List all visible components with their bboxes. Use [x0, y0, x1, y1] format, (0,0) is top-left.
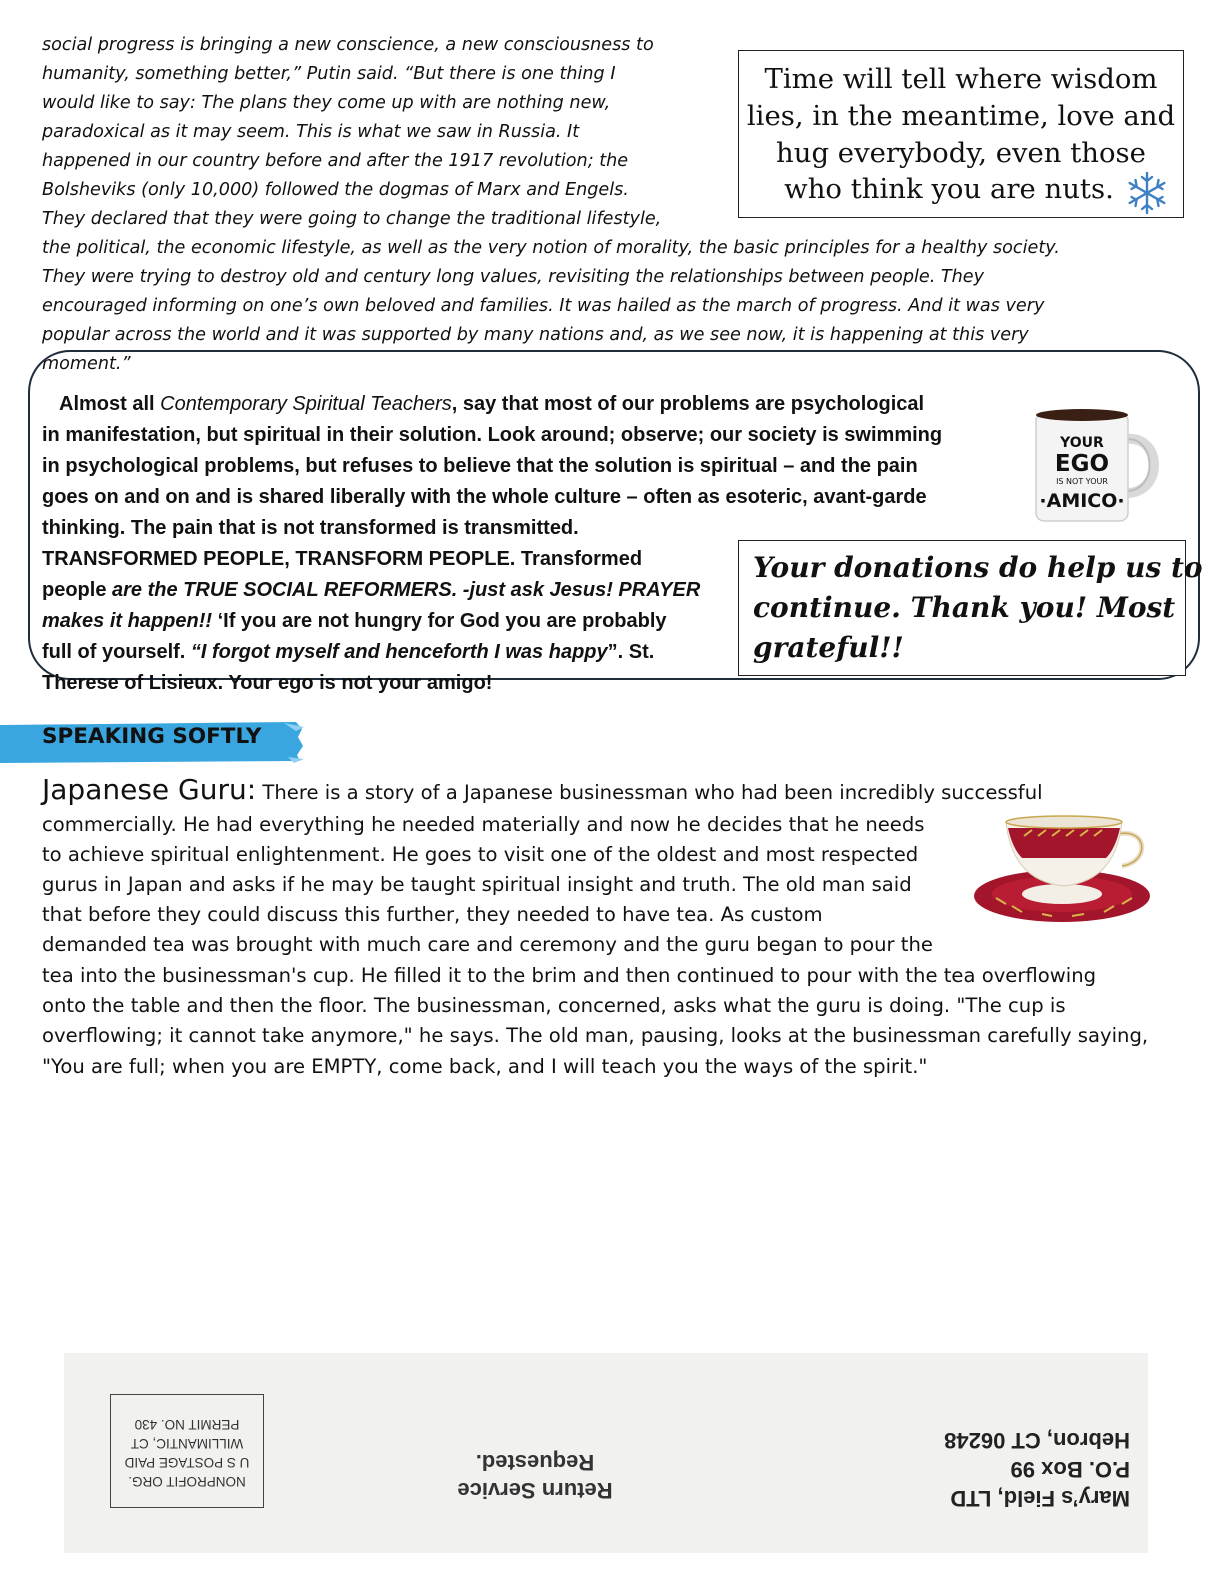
teachers-text: ‘If you are not hungry for God you are probably — [212, 610, 667, 632]
teachers-line: Therese of Lisieux. Your ego is not your amigo! — [42, 672, 493, 694]
postage-permit-box — [110, 1394, 264, 1508]
teachers-text: , say that most of our problems are psychological — [451, 393, 925, 415]
permit-line: U S POSTAGE PAID — [124, 1455, 250, 1470]
teachers-line: goes on and on and is shared liberally with the whole culture – often as esoteric, avant-garde — [42, 486, 927, 508]
teacup-image — [972, 808, 1154, 926]
story-line: to achieve spiritual enlightenment. He goes to visit one of the oldest and most respected — [42, 843, 919, 866]
teachers-text: full of yourself. — [42, 641, 191, 663]
quote-line: paradoxical as it may seem. This is what we saw in Russia. It — [42, 122, 580, 142]
story-line: onto the table and then the floor. The businessman, concerned, asks what the guru is doing. "The cup is — [42, 994, 1066, 1017]
teachers-emphasis: Contemporary Spiritual Teachers — [160, 393, 452, 415]
quote-line: humanity, something better,” Putin said. “But there is one thing I — [42, 64, 616, 84]
quote-line: popular across the world and it was supported by many nations and, as we see now, it is happening at this very — [42, 325, 1029, 345]
quote-line: encouraged informing on one’s own beloved and families. It was hailed as the march of progress. And it was very — [42, 296, 1045, 316]
story-line: tea into the businessman's cup. He filled it to the brim and then continued to pour with the tea overflowing — [42, 964, 1097, 987]
donations-line: continue. Thank you! Most — [753, 591, 1176, 624]
story-line: that before they could discuss this further, they needed to have tea. As custom — [42, 903, 823, 926]
story-line: overflowing; it cannot take anymore," he says. The old man, pausing, looks at the businessman carefully saying, — [42, 1024, 1149, 1047]
teachers-line — [59, 389, 924, 419]
quote-line: They were trying to destroy old and century long values, revisiting the relationships between people. They — [42, 267, 985, 287]
section-title: SPEAKING SOFTLY — [42, 724, 262, 749]
teachers-emphasis: makes it happen!! — [42, 610, 213, 632]
wisdom-line: who think you are nuts. — [784, 173, 1114, 205]
teachers-line: in psychological problems, but refuses to believe that the solution is spiritual – and the pain — [42, 455, 918, 477]
quote-line: Bolsheviks (only 10,000) followed the dogmas of Marx and Engels. — [42, 180, 629, 200]
story-lead: Japanese Guru: — [42, 773, 257, 806]
teachers-quote: “I forgot myself and henceforth I was happy — [190, 641, 608, 663]
story-line: "You are full; when you are EMPTY, come back, and I will teach you the ways of the spirit." — [42, 1055, 928, 1078]
address-line: P.O. Box 99 — [1010, 1457, 1130, 1482]
teachers-text: people — [42, 579, 113, 601]
address-line: Hebron, CT 06248 — [944, 1428, 1130, 1453]
return-service-notice — [420, 1440, 650, 1504]
wisdom-line: Time will tell where wisdom — [764, 63, 1158, 95]
teachers-line — [42, 637, 654, 667]
quote-line: happened in our country before and after the 1917 revolution; the — [42, 151, 629, 171]
teachers-text: ”. St. — [607, 641, 655, 663]
teachers-line: TRANSFORMED PEOPLE, TRANSFORM PEOPLE. Transformed — [42, 548, 643, 570]
mug-text: EGO — [1054, 451, 1110, 477]
teachers-line — [42, 575, 700, 605]
teachers-line: in manifestation, but spiritual in their solution. Look around; observe; our society is swimming — [42, 424, 943, 446]
permit-line: PERMIT NO. 430 — [134, 1417, 240, 1432]
story-line: gurus in Japan and asks if he may be taught spiritual insight and truth. The old man said — [42, 873, 912, 896]
donations-box — [738, 540, 1203, 676]
address-line: Mary’s Field, LTD — [950, 1486, 1130, 1511]
teachers-emphasis: are the TRUE SOCIAL REFORMERS. -just ask Jesus! PRAYER — [112, 579, 701, 601]
wisdom-line: hug everybody, even those — [776, 137, 1146, 169]
quote-line: the political, the economic lifestyle, as well as the very notion of morality, the basic principles for a healthy society. — [42, 238, 1060, 258]
mug-text: ·AMICO· — [1039, 490, 1125, 512]
return-line: Requested. — [475, 1450, 595, 1475]
teachers-text: Almost all — [59, 393, 161, 415]
teachers-line: thinking. The pain that is not transformed is transmitted. — [42, 517, 579, 539]
story-text: There is a story of a Japanese businessman who had been incredibly successful — [256, 781, 1043, 804]
snowflake-icon — [1123, 169, 1171, 217]
wisdom-line: lies, in the meantime, love and — [746, 100, 1176, 132]
story-first-line — [42, 773, 1043, 810]
quote-line: They declared that they were going to change the traditional lifestyle, — [42, 209, 662, 229]
mug-text: YOUR — [1060, 435, 1104, 451]
donations-line: Your donations do help us to — [753, 551, 1203, 584]
return-line: Return Service — [457, 1478, 613, 1503]
ego-mug-image — [1030, 405, 1165, 527]
quote-line: moment.” — [42, 354, 131, 374]
teachers-line — [42, 606, 667, 636]
permit-line: WILLIMANTIC, CT — [130, 1436, 244, 1451]
permit-line: NONPROFIT ORG. — [128, 1474, 246, 1489]
donations-line: grateful!! — [753, 631, 904, 664]
quote-line: social progress is bringing a new conscience, a new consciousness to — [42, 35, 654, 55]
story-line: demanded tea was brought with much care and ceremony and the guru began to pour the — [42, 933, 933, 956]
mug-text: IS NOT YOUR — [1056, 477, 1108, 486]
story-line: commercially. He had everything he needed materially and now he decides that he needs — [42, 813, 925, 836]
wisdom-box — [738, 50, 1184, 218]
quote-line: would like to say: The plans they come up with are nothing new, — [42, 93, 611, 113]
return-address — [860, 1425, 1130, 1513]
